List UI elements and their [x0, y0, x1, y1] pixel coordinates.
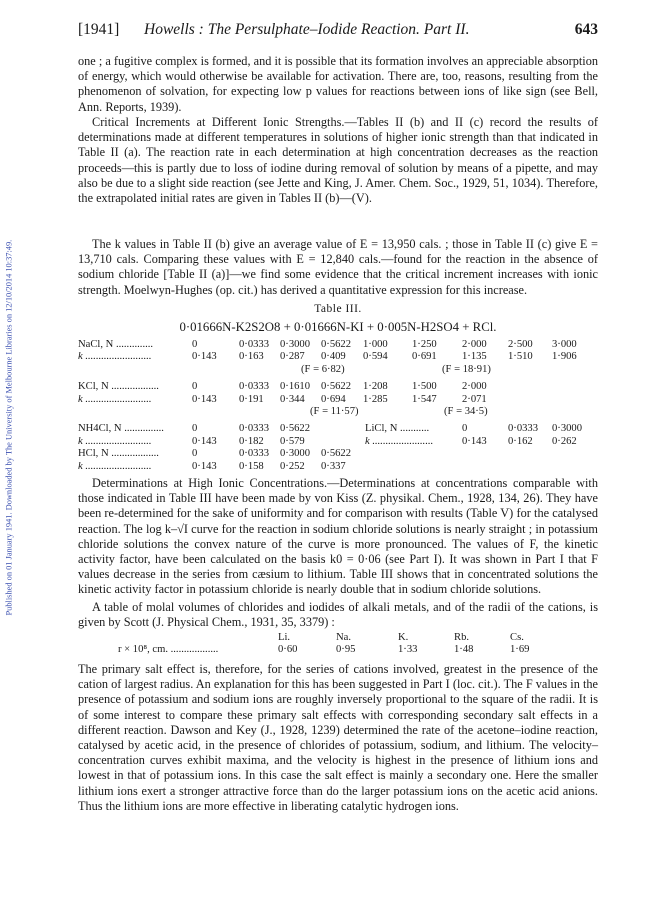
page-number: 643: [574, 21, 598, 38]
cell: 0: [192, 381, 198, 393]
row-label-k: k .........................: [78, 393, 152, 405]
cell: 2·000: [462, 339, 487, 350]
cell: 0·162: [508, 435, 533, 447]
cell: 0·143: [462, 435, 487, 447]
table-row: [78, 351, 608, 363]
cell: 1·48: [454, 644, 474, 656]
f-value: (F = 6·82): [301, 363, 345, 375]
cell: 0·0333: [239, 423, 270, 435]
ion-header: Rb.: [454, 632, 470, 643]
cell: 0·143: [192, 393, 217, 405]
cell: 2·000: [462, 381, 487, 393]
cell: 1·510: [508, 351, 533, 363]
cell: 0·1610: [280, 381, 311, 393]
cell: 0: [192, 423, 198, 435]
f-value: (F = 18·91): [442, 363, 491, 375]
cell: 0·95: [336, 644, 356, 656]
header-year: [1941]: [78, 21, 120, 38]
paragraph-high-ionic: Determinations at High Ionic Concentrations.—Determinations at concentrations comparable with those indicated in Table III have been made by von Kiss (Z. physikal. Chem., 1928, 134, 26). They have been re-determined for the sake of uniformity and for comparison with results (Table V) for the catalysed reaction. The log k–√I curve for the reaction in sodium chloride solutions is nearly straight ; in potassium chloride solutions the convex nature of the curve is more pronounced. The values of F, the kinetic activity factor, have been calculated on the basis k0 = 0·06 (see Part I). It was shown in Part I that F values decrease in the series from cæsium to lithium. Table III shows that in concentrated solutions the kinetic activity factor in potassium chloride is nearly double that in sodium chloride solutions.: [78, 476, 598, 597]
cell: 0·0333: [239, 339, 270, 350]
cell: 0·252: [280, 460, 305, 472]
row-label-k: k .......................: [365, 435, 434, 447]
cell: 1·135: [462, 351, 487, 363]
table-row: [78, 448, 608, 460]
cell: 0·5622: [321, 448, 352, 460]
table-row: [78, 436, 608, 448]
cell: 0·143: [192, 460, 217, 472]
row-label-licl: LiCl, N ...........: [365, 423, 430, 435]
row-label-hcl: HCl, N ..................: [78, 448, 159, 460]
cell: 0·0333: [239, 381, 270, 393]
cell: 0·191: [239, 393, 264, 405]
cell: 1·208: [363, 381, 388, 393]
paragraph-primary-salt-effect: The primary salt effect is, therefore, for the series of cations involved, greatest in the presence of the cation of largest radius. An explanation for this has been suggested in Part I (loc. cit.). The F values in the presence of potassium and sodium ions are roughly inversely proportional to the square of the radii. It is of some interest to compare these primary salt effects with corresponding secondary salt effects in a different reaction. Dawson and Key (J., 1928, 1239) determined the rate of the acetone–iodine reaction, catalysed by acetic acid, in the presence of chlorides of potassium, sodium, and lithium. The velocity–concentration curves exhibit maxima, and the velocity is highest in the presence of lithium ions and lowest in that of potassium ions. In this case the salt effect is mainly a secondary one. Here the smaller lithium ions exert a stronger attractive force than do the larger potassium ions on the acetic acid anions. Thus the lithium ions are more effective in liberating catalytic hydrogen ions.: [78, 662, 598, 813]
cell: 0·3000: [280, 448, 311, 460]
ion-header: Cs.: [510, 632, 524, 643]
row-label-k: k .........................: [78, 435, 152, 447]
cell: 0·0333: [239, 448, 270, 460]
f-value: (F = 34·5): [444, 405, 488, 417]
table-row: [78, 406, 608, 418]
cell: 1·906: [552, 351, 577, 363]
cell: 1·547: [412, 393, 437, 405]
cell: 2·500: [508, 339, 533, 350]
table-row: [118, 632, 598, 644]
paragraph-molal-volumes: A table of molal volumes of chlorides and iodides of alkali metals, and of the radii of the cations, is given by Scott (J. Physical Chem., 1931, 35, 3379) :: [78, 600, 598, 630]
f-value: (F = 11·57): [310, 405, 359, 417]
cell: 0·143: [192, 351, 217, 363]
table-formula: 0·01666N-K2S2O8 + 0·01666N-KI + 0·005N-H2SO4 + RCl.: [179, 320, 497, 334]
paragraph-k-values: The k values in Table II (b) give an average value of E = 13,950 cals. ; those in Table II (c) give E = 13,710 cals. Comparing these values with E = 12,840 cals.—found for the reaction in the absence of sodium chloride [Table II (a)]—we find some evidence that the critical increment increases with ionic strength. Moelwyn-Hughes (op. cit.) has derived a quantitative expression for this increase.: [78, 237, 598, 297]
ion-header: K.: [398, 632, 409, 643]
cell: 1·500: [412, 381, 437, 393]
table-row: [78, 461, 608, 473]
cell: 2·071: [462, 393, 487, 405]
row-label-nh4cl: NH4Cl, N ...............: [78, 423, 164, 435]
table-3: [78, 339, 608, 473]
header-title: Howells : The Persulphate–Iodide Reaction. Part II.: [144, 21, 470, 38]
table-title: Table III.: [314, 303, 362, 315]
table-row: [118, 644, 598, 656]
table-row: [78, 394, 608, 406]
cell: 0·60: [278, 644, 298, 656]
cell: 0·691: [412, 351, 437, 363]
paragraph-critical-increments: Critical Increments at Different Ionic Strengths.—Tables II (b) and II (c) record the results of determinations made at different temperatures in solutions of higher ionic strength than that indicated in Table II (a). The reaction rate in each determination at high concentration decreases as the reaction proceeds—this is partly due to loss of iodine during removal of solution by means of a pipette, and may also be due to a slight side reaction (see Jette and King, J. Amer. Chem. Soc., 1929, 51, 1034). Therefore, the extrapolated initial rates are given in Tables II (b)—(V).: [78, 115, 598, 206]
row-label-nacl: NaCl, N ..............: [78, 339, 154, 350]
row-label-k: k .........................: [78, 351, 152, 363]
cell: 0·0333: [508, 423, 539, 435]
cell: 0·5622: [321, 381, 352, 393]
paragraph-1: one ; a fugitive complex is formed, and it is possible that its formation involves an appreciable absorption of energy, which would otherwise be available for activation. There are, too, reasons, resulting from the phenomenon of solvation, for expecting low p values for reactions between ions of like sign (see Bell, Ann. Reports, 1939).: [78, 54, 598, 114]
cell: 0·182: [239, 435, 264, 447]
cell: 0·337: [321, 460, 346, 472]
cell: 0·5622: [321, 339, 352, 350]
cell: 0: [192, 448, 198, 460]
cell: 0·143: [192, 435, 217, 447]
cell: 0·5622: [280, 423, 311, 435]
row-label-kcl: KCl, N ..................: [78, 381, 159, 393]
cell: 0·694: [321, 393, 346, 405]
cell: 1·000: [363, 339, 388, 350]
cell: 0·344: [280, 393, 305, 405]
ion-header: Li.: [278, 632, 291, 643]
cell: 0·3000: [552, 423, 583, 435]
cell: 3·000: [552, 339, 577, 350]
cell: 0: [192, 339, 198, 350]
cell: 0·158: [239, 460, 264, 472]
table-row: [78, 364, 608, 376]
table-row: [78, 381, 608, 393]
download-watermark: Published on 01 January 1941. Downloaded by The University of Melbourne Libraries on 12/10/2014 10:37:49.: [4, 239, 14, 616]
cell: 1·33: [398, 644, 418, 656]
cell: 0·287: [280, 351, 305, 363]
cell: 0·594: [363, 351, 388, 363]
row-label-k: k .........................: [78, 460, 152, 472]
radius-label: r × 10⁸, cm. ..................: [118, 644, 219, 656]
ion-header: Na.: [336, 632, 352, 643]
cell: 1·69: [510, 644, 530, 656]
radii-table: [118, 632, 598, 657]
cell: 1·285: [363, 393, 388, 405]
cell: 0·262: [552, 435, 577, 447]
cell: 0·579: [280, 435, 305, 447]
table-row: [78, 339, 608, 351]
cell: 0: [462, 423, 468, 435]
cell: 0·3000: [280, 339, 311, 350]
cell: 0·409: [321, 351, 346, 363]
table-row: [78, 423, 608, 435]
cell: 0·163: [239, 351, 264, 363]
cell: 1·250: [412, 339, 437, 350]
